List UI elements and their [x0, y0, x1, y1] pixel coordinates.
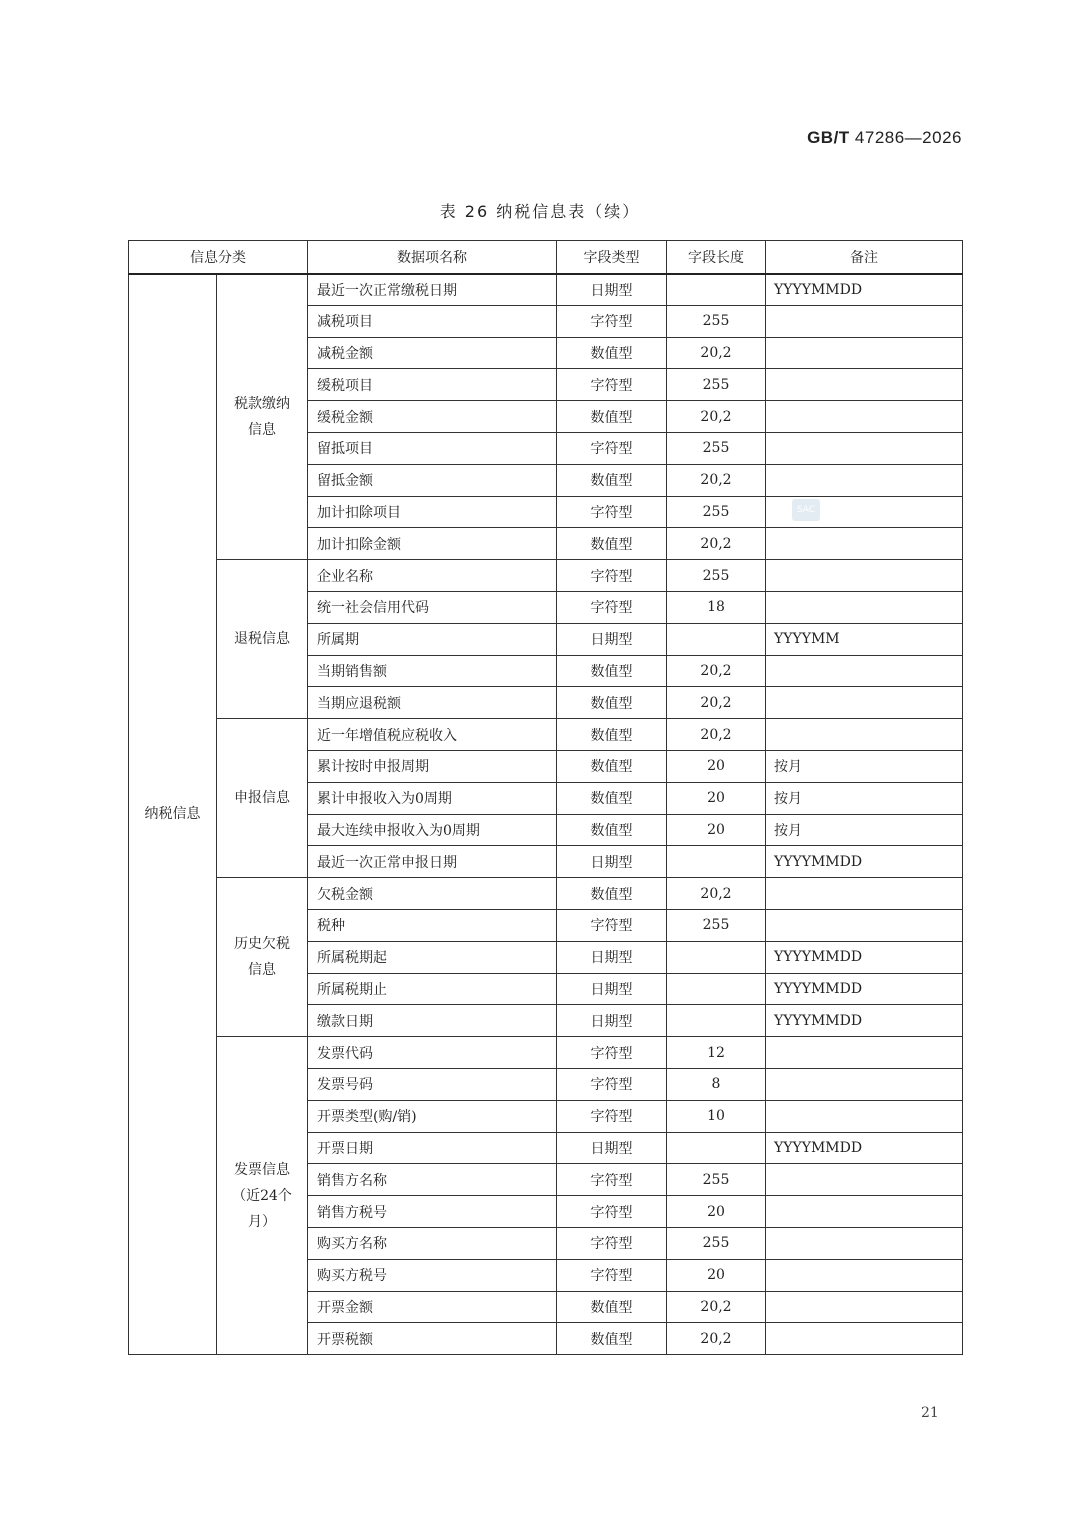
field-length-cell: 255: [667, 560, 766, 592]
field-length-cell: [667, 623, 766, 655]
col-header-field-length: 字段长度: [667, 241, 766, 274]
field-type-cell: 日期型: [557, 1132, 667, 1164]
field-type-cell: 日期型: [557, 941, 667, 973]
remarks-cell: [766, 1068, 963, 1100]
field-length-cell: 20: [667, 1259, 766, 1291]
field-type-cell: 字符型: [557, 560, 667, 592]
field-length-cell: 255: [667, 305, 766, 337]
field-length-cell: 12: [667, 1037, 766, 1069]
remarks-cell: [766, 305, 963, 337]
remarks-cell: 按月: [766, 782, 963, 814]
table-body: [129, 274, 963, 1355]
field-type-cell: 日期型: [557, 1005, 667, 1037]
item-name-cell: 所属税期止: [308, 973, 557, 1005]
item-name-cell: 最近一次正常申报日期: [308, 846, 557, 878]
field-length-cell: [667, 274, 766, 306]
field-length-cell: 20,2: [667, 528, 766, 560]
remarks-cell: YYYYMMDD: [766, 846, 963, 878]
sub-category-cell: 发票信息 （近24个 月）: [217, 1037, 308, 1355]
item-name-cell: 所属期: [308, 623, 557, 655]
table-row: [129, 719, 963, 751]
field-length-cell: 20,2: [667, 1291, 766, 1323]
table-header-row: [129, 241, 963, 274]
remarks-cell: [766, 1291, 963, 1323]
field-length-cell: 20: [667, 750, 766, 782]
tax-info-table: [128, 240, 963, 1355]
remarks-cell: [766, 496, 963, 528]
field-type-cell: 数值型: [557, 878, 667, 910]
field-type-cell: 字符型: [557, 1164, 667, 1196]
field-type-cell: 日期型: [557, 973, 667, 1005]
field-length-cell: 20,2: [667, 719, 766, 751]
field-type-cell: 数值型: [557, 750, 667, 782]
field-length-cell: [667, 1132, 766, 1164]
item-name-cell: 最近一次正常缴税日期: [308, 274, 557, 306]
field-type-cell: 数值型: [557, 814, 667, 846]
field-type-cell: 字符型: [557, 369, 667, 401]
standard-code: [807, 128, 962, 148]
field-length-cell: 255: [667, 1227, 766, 1259]
item-name-cell: 开票日期: [308, 1132, 557, 1164]
item-name-cell: 开票金额: [308, 1291, 557, 1323]
remarks-cell: YYYYMMDD: [766, 973, 963, 1005]
field-length-cell: 20,2: [667, 655, 766, 687]
remarks-cell: 按月: [766, 750, 963, 782]
item-name-cell: 留抵金额: [308, 464, 557, 496]
field-type-cell: 数值型: [557, 719, 667, 751]
remarks-cell: [766, 337, 963, 369]
item-name-cell: 税种: [308, 909, 557, 941]
remarks-cell: [766, 464, 963, 496]
field-length-cell: 10: [667, 1100, 766, 1132]
remarks-cell: [766, 1227, 963, 1259]
field-type-cell: 字符型: [557, 1100, 667, 1132]
item-name-cell: 加计扣除金额: [308, 528, 557, 560]
item-name-cell: 企业名称: [308, 560, 557, 592]
remarks-cell: 按月: [766, 814, 963, 846]
sub-category-cell: 税款缴纳 信息: [217, 274, 308, 560]
field-type-cell: 字符型: [557, 909, 667, 941]
col-header-category: 信息分类: [129, 241, 308, 274]
field-length-cell: 20,2: [667, 878, 766, 910]
field-type-cell: 数值型: [557, 655, 667, 687]
field-type-cell: 字符型: [557, 496, 667, 528]
main-category-cell: 纳税信息: [129, 274, 217, 1355]
item-name-cell: 购买方税号: [308, 1259, 557, 1291]
item-name-cell: 缴款日期: [308, 1005, 557, 1037]
item-name-cell: 开票类型(购/销): [308, 1100, 557, 1132]
table-row: [129, 1037, 963, 1069]
remarks-cell: [766, 1100, 963, 1132]
field-length-cell: 20,2: [667, 464, 766, 496]
sub-category-cell: 申报信息: [217, 719, 308, 878]
item-name-cell: 累计申报收入为0周期: [308, 782, 557, 814]
item-name-cell: 所属税期起: [308, 941, 557, 973]
field-type-cell: 数值型: [557, 687, 667, 719]
field-length-cell: [667, 973, 766, 1005]
remarks-cell: [766, 909, 963, 941]
col-header-remarks: 备注: [766, 241, 963, 274]
field-length-cell: [667, 1005, 766, 1037]
standard-prefix: GB/T: [807, 128, 850, 147]
sub-category-cell: 退税信息: [217, 560, 308, 719]
remarks-cell: YYYYMMDD: [766, 274, 963, 306]
field-length-cell: [667, 941, 766, 973]
remarks-cell: [766, 1037, 963, 1069]
remarks-cell: [766, 687, 963, 719]
remarks-cell: [766, 369, 963, 401]
item-name-cell: 发票代码: [308, 1037, 557, 1069]
item-name-cell: 欠税金额: [308, 878, 557, 910]
field-type-cell: 数值型: [557, 528, 667, 560]
item-name-cell: 购买方名称: [308, 1227, 557, 1259]
field-type-cell: 日期型: [557, 846, 667, 878]
item-name-cell: 加计扣除项目: [308, 496, 557, 528]
table-row: [129, 560, 963, 592]
field-type-cell: 字符型: [557, 305, 667, 337]
item-name-cell: 缓税金额: [308, 401, 557, 433]
field-type-cell: 字符型: [557, 1259, 667, 1291]
field-length-cell: 255: [667, 432, 766, 464]
field-type-cell: 数值型: [557, 464, 667, 496]
item-name-cell: 当期销售额: [308, 655, 557, 687]
field-type-cell: 字符型: [557, 591, 667, 623]
remarks-cell: YYYYMMDD: [766, 1132, 963, 1164]
item-name-cell: 销售方税号: [308, 1196, 557, 1228]
field-type-cell: 字符型: [557, 1227, 667, 1259]
item-name-cell: 留抵项目: [308, 432, 557, 464]
remarks-cell: [766, 1259, 963, 1291]
item-name-cell: 最大连续申报收入为0周期: [308, 814, 557, 846]
field-type-cell: 数值型: [557, 1323, 667, 1355]
sub-category-cell: 历史欠税 信息: [217, 878, 308, 1037]
item-name-cell: 缓税项目: [308, 369, 557, 401]
remarks-cell: YYYYMMDD: [766, 1005, 963, 1037]
field-length-cell: 20: [667, 814, 766, 846]
field-length-cell: 20,2: [667, 337, 766, 369]
remarks-cell: YYYYMM: [766, 623, 963, 655]
remarks-cell: [766, 401, 963, 433]
col-header-item-name: 数据项名称: [308, 241, 557, 274]
field-type-cell: 日期型: [557, 274, 667, 306]
remarks-cell: YYYYMMDD: [766, 941, 963, 973]
field-type-cell: 字符型: [557, 1068, 667, 1100]
col-header-field-type: 字段类型: [557, 241, 667, 274]
field-length-cell: 255: [667, 1164, 766, 1196]
field-length-cell: 20,2: [667, 1323, 766, 1355]
field-length-cell: 20: [667, 782, 766, 814]
field-length-cell: 20: [667, 1196, 766, 1228]
field-length-cell: 255: [667, 496, 766, 528]
field-type-cell: 字符型: [557, 1196, 667, 1228]
remarks-cell: [766, 878, 963, 910]
remarks-cell: [766, 655, 963, 687]
field-length-cell: 20,2: [667, 401, 766, 433]
remarks-cell: [766, 719, 963, 751]
field-length-cell: [667, 846, 766, 878]
item-name-cell: 累计按时申报周期: [308, 750, 557, 782]
remarks-cell: [766, 1196, 963, 1228]
field-length-cell: 255: [667, 909, 766, 941]
field-type-cell: 数值型: [557, 782, 667, 814]
remarks-cell: [766, 1323, 963, 1355]
item-name-cell: 近一年增值税应税收入: [308, 719, 557, 751]
item-name-cell: 统一社会信用代码: [308, 591, 557, 623]
item-name-cell: 当期应退税额: [308, 687, 557, 719]
table-title: 表 26 纳税信息表（续）: [439, 202, 641, 221]
item-name-cell: 销售方名称: [308, 1164, 557, 1196]
field-type-cell: 日期型: [557, 623, 667, 655]
remarks-cell: [766, 560, 963, 592]
field-length-cell: 20,2: [667, 687, 766, 719]
remarks-cell: [766, 432, 963, 464]
item-name-cell: 开票税额: [308, 1323, 557, 1355]
remarks-cell: [766, 1164, 963, 1196]
field-length-cell: 8: [667, 1068, 766, 1100]
page-number: 21: [921, 1405, 939, 1421]
field-length-cell: 255: [667, 369, 766, 401]
standard-number: 47286—2026: [854, 128, 962, 147]
item-name-cell: 减税金额: [308, 337, 557, 369]
field-length-cell: 18: [667, 591, 766, 623]
table-row: [129, 878, 963, 910]
remarks-cell: [766, 528, 963, 560]
field-type-cell: 字符型: [557, 1037, 667, 1069]
item-name-cell: 发票号码: [308, 1068, 557, 1100]
sac-watermark: SAC: [792, 499, 820, 521]
field-type-cell: 数值型: [557, 401, 667, 433]
field-type-cell: 数值型: [557, 1291, 667, 1323]
field-type-cell: 字符型: [557, 432, 667, 464]
table-row: [129, 274, 963, 306]
field-type-cell: 数值型: [557, 337, 667, 369]
remarks-cell: [766, 591, 963, 623]
item-name-cell: 减税项目: [308, 305, 557, 337]
